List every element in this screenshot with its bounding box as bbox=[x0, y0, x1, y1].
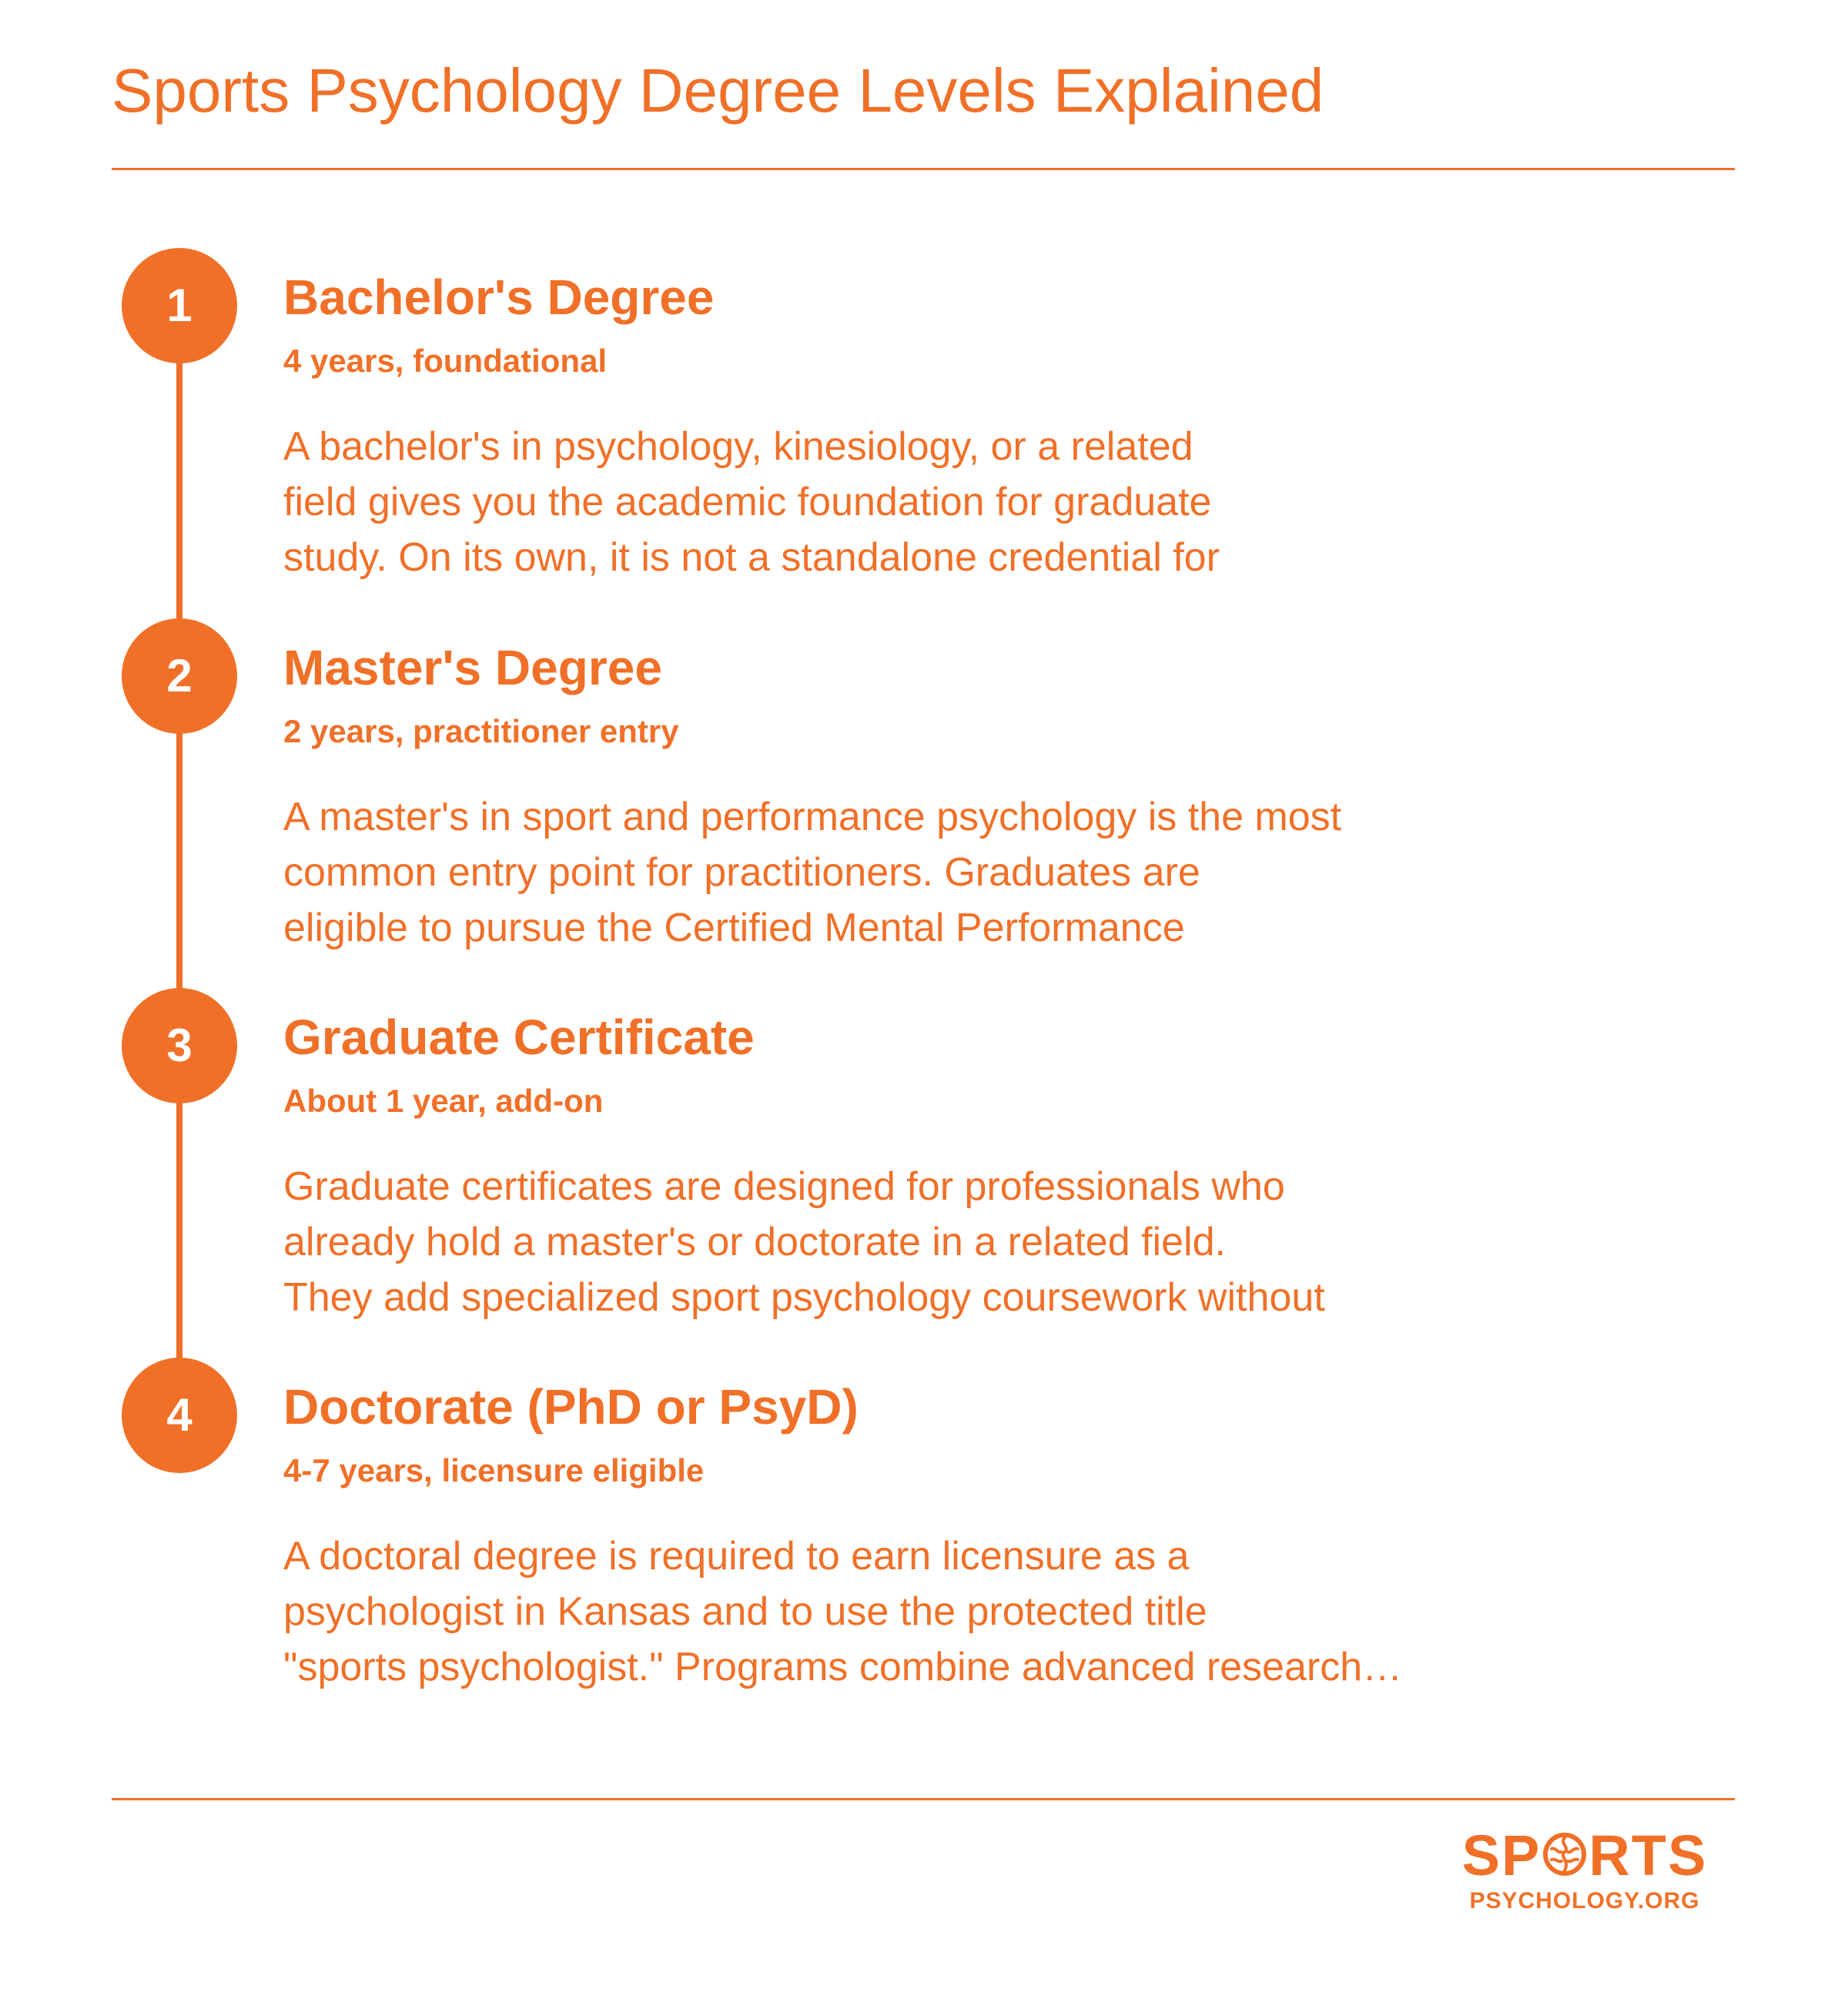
step-number-circle: 3 bbox=[122, 988, 237, 1103]
step-description bbox=[283, 1159, 1592, 1325]
description-line: already hold a master's or doctorate in a related field. bbox=[283, 1220, 1226, 1264]
step-duration: 4-7 years, licensure eligible bbox=[283, 1452, 705, 1488]
top-divider bbox=[112, 168, 1735, 170]
brain-icon bbox=[1541, 1830, 1589, 1888]
description-line: A doctoral degree is required to earn licensure as a bbox=[283, 1534, 1190, 1579]
description-line: psychologist in Kansas and to use the protected title bbox=[283, 1589, 1207, 1634]
bottom-divider bbox=[112, 1798, 1735, 1800]
logo-wordmark bbox=[1446, 1823, 1723, 1888]
step-number-circle: 4 bbox=[122, 1358, 237, 1473]
description-line: field gives you the academic foundation for graduate bbox=[283, 480, 1212, 524]
step-number-circle: 1 bbox=[122, 248, 237, 363]
description-line: A master's in sport and performance psychology is the most bbox=[283, 795, 1342, 839]
step-description bbox=[283, 1529, 1592, 1695]
step-title: Doctorate (PhD or PsyD) bbox=[283, 1379, 859, 1435]
logo-word-end: RTS bbox=[1589, 1823, 1708, 1887]
description-line: They add specialized sport psychology coursework without bbox=[283, 1275, 1325, 1320]
step-title: Master's Degree bbox=[283, 640, 662, 695]
step-title: Bachelor's Degree bbox=[283, 270, 715, 325]
step-number-circle: 2 bbox=[122, 618, 237, 734]
logo-word-start: SP bbox=[1461, 1823, 1542, 1887]
site-logo bbox=[1446, 1823, 1723, 1927]
step-duration: 4 years, foundational bbox=[283, 343, 608, 379]
description-line: A bachelor's in psychology, kinesiology, or a related bbox=[283, 424, 1194, 469]
page-title: Sports Psychology Degree Levels Explained bbox=[112, 56, 1324, 125]
step-title: Graduate Certificate bbox=[283, 1010, 755, 1065]
step-duration: 2 years, practitioner entry bbox=[283, 713, 679, 749]
logo-subtitle: PSYCHOLOGY.ORG bbox=[1469, 1888, 1700, 1914]
step-description bbox=[283, 419, 1592, 585]
description-line: common entry point for practitioners. Graduates are bbox=[283, 850, 1200, 895]
description-line: study. On its own, it is not a standalone credential for bbox=[283, 535, 1220, 580]
step-duration: About 1 year, add-on bbox=[283, 1083, 604, 1119]
description-line: Graduate certificates are designed for professionals who bbox=[283, 1164, 1285, 1209]
timeline-line bbox=[176, 318, 182, 1419]
description-line: "sports psychologist." Programs combine advanced research… bbox=[283, 1645, 1403, 1689]
description-line: eligible to pursue the Certified Mental Performance bbox=[283, 906, 1185, 950]
step-description bbox=[283, 789, 1592, 956]
